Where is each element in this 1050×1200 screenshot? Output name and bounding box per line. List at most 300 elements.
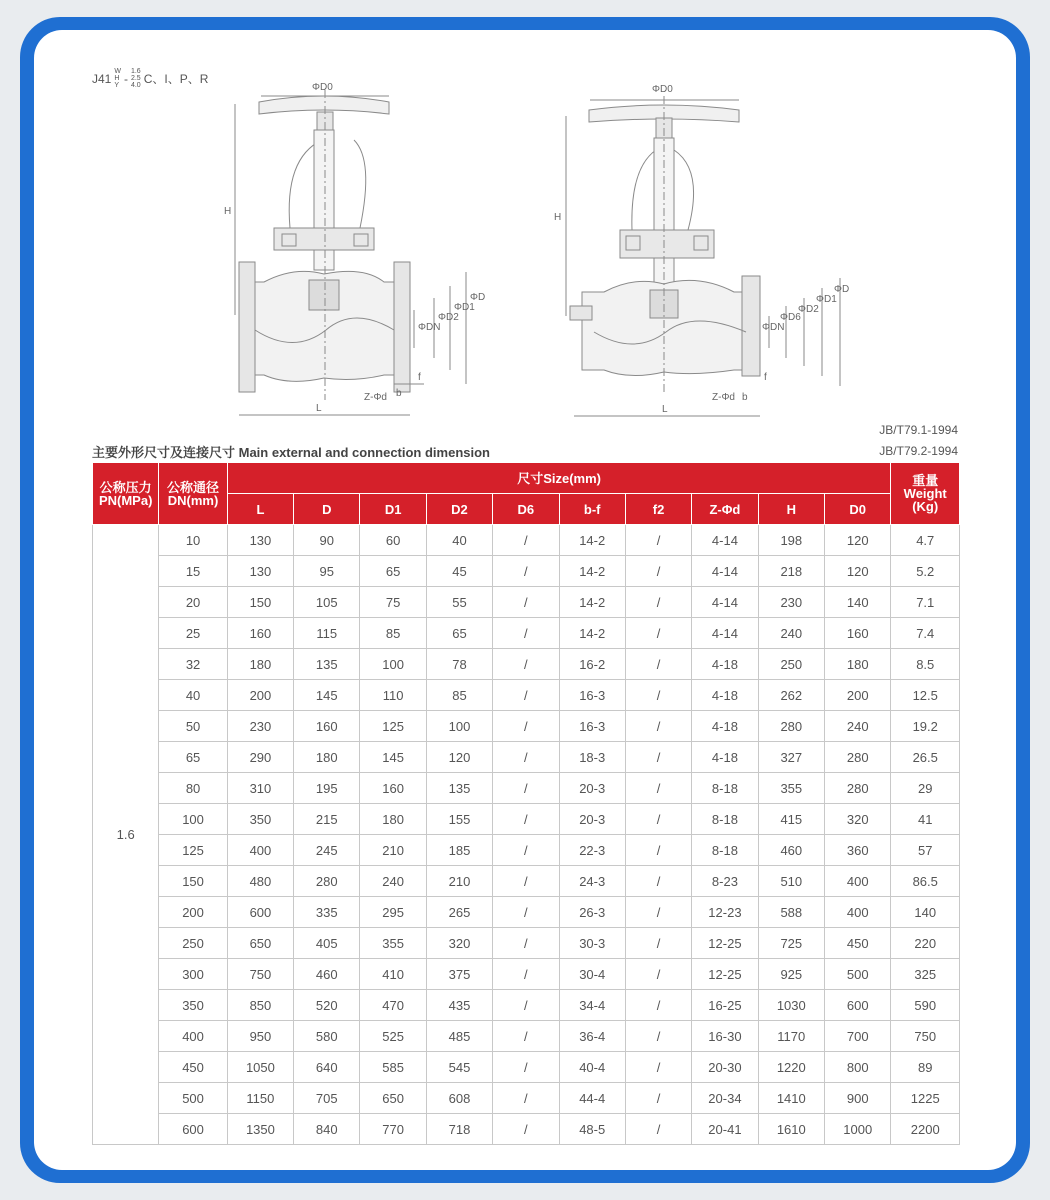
table-cell: 10 [159,525,227,556]
table-cell: 600 [159,1114,227,1145]
table-cell: 520 [294,990,360,1021]
table-row [93,897,960,928]
table-cell: 14-2 [559,618,625,649]
label-f-left: f [418,372,421,383]
table-cell: / [493,897,559,928]
table-cell: 155 [426,804,492,835]
table-cell: 1410 [758,1083,824,1114]
table-cell: 245 [294,835,360,866]
table-row [93,1114,960,1145]
table-row [93,1052,960,1083]
table-cell: 4-18 [692,649,758,680]
table-cell: 4-14 [692,556,758,587]
table-cell: 14-2 [559,525,625,556]
table-cell: 120 [824,525,890,556]
table-cell: 20 [159,587,227,618]
table-cell: 65 [426,618,492,649]
table-cell: 500 [824,959,890,990]
table-cell: 8-23 [692,866,758,897]
valve-drawings [34,30,1016,450]
table-cell: 40 [426,525,492,556]
model-letters: W H Y [114,68,121,89]
table-cell: 350 [159,990,227,1021]
table-cell: 85 [426,680,492,711]
table-cell: / [625,618,691,649]
table-cell: 950 [227,1021,293,1052]
table-cell: 24-3 [559,866,625,897]
table-row [93,525,960,556]
table-cell: 800 [824,1052,890,1083]
table-cell: 12-23 [692,897,758,928]
table-cell: 20-3 [559,804,625,835]
table-cell: / [493,990,559,1021]
table-cell: 360 [824,835,890,866]
table-cell: 89 [891,1052,960,1083]
table-cell: 585 [360,1052,426,1083]
table-cell: 26.5 [891,742,960,773]
table-row [93,587,960,618]
table-cell: 8.5 [891,649,960,680]
label-d-left: ΦD [470,292,486,303]
table-cell: 160 [294,711,360,742]
table-cell: 125 [360,711,426,742]
table-cell: 48-5 [559,1114,625,1145]
table-cell: 450 [824,928,890,959]
table-cell: 280 [824,773,890,804]
table-cell: / [493,835,559,866]
table-cell: 130 [227,556,293,587]
table-cell: 480 [227,866,293,897]
table-cell: 18-3 [559,742,625,773]
table-cell: 510 [758,866,824,897]
valve-drawing-right [566,96,840,416]
table-cell: 230 [227,711,293,742]
table-cell: 195 [294,773,360,804]
table-cell: / [493,1052,559,1083]
table-cell: 19.2 [891,711,960,742]
table-cell: 20-34 [692,1083,758,1114]
table-cell: / [625,897,691,928]
table-cell: / [625,804,691,835]
table-cell: 55 [426,587,492,618]
label-d1-right: ΦD1 [816,294,837,305]
table-row [93,1021,960,1052]
table-row [93,680,960,711]
table-cell: 8-18 [692,804,758,835]
table-cell: 16-30 [692,1021,758,1052]
dimension-table-wrap [92,462,960,1145]
table-title: 主要外形尺寸及连接尺寸 Main external and connection dimension [92,445,490,460]
table-cell: 290 [227,742,293,773]
table-cell: 650 [360,1083,426,1114]
label-h-left: H [224,206,232,217]
table-cell: 20-41 [692,1114,758,1145]
table-cell: 355 [360,928,426,959]
valve-drawing-left [235,90,466,415]
table-cell: / [625,742,691,773]
label-b-left: b [396,388,402,399]
label-dn-right: ΦDN [762,322,785,333]
table-cell: 718 [426,1114,492,1145]
table-cell: 57 [891,835,960,866]
table-cell: 590 [891,990,960,1021]
table-cell: 525 [360,1021,426,1052]
table-cell: / [493,928,559,959]
table-cell: / [625,680,691,711]
table-cell: 840 [294,1114,360,1145]
table-cell: 30-3 [559,928,625,959]
pn-cell: 1.6 [93,525,159,1145]
table-cell: 180 [824,649,890,680]
table-cell: / [625,649,691,680]
table-cell: 20-3 [559,773,625,804]
label-d6-right: ΦD6 [780,312,801,323]
table-cell: 400 [824,866,890,897]
table-cell: 410 [360,959,426,990]
table-cell: / [493,711,559,742]
table-cell: 16-3 [559,711,625,742]
table-cell: 1150 [227,1083,293,1114]
table-row [93,649,960,680]
table-cell: 650 [227,928,293,959]
table-cell: 160 [360,773,426,804]
table-cell: 80 [159,773,227,804]
table-cell: 30-4 [559,959,625,990]
table-cell: / [493,959,559,990]
table-cell: 640 [294,1052,360,1083]
table-row [93,866,960,897]
table-cell: 218 [758,556,824,587]
table-cell: 608 [426,1083,492,1114]
table-cell: 100 [360,649,426,680]
table-cell: / [625,525,691,556]
table-cell: 588 [758,897,824,928]
table-cell: 34-4 [559,990,625,1021]
table-cell: / [625,990,691,1021]
table-cell: 295 [360,897,426,928]
table-cell: 160 [824,618,890,649]
table-cell: / [625,587,691,618]
table-cell: / [493,742,559,773]
table-cell: 327 [758,742,824,773]
header-size: 尺寸Size(mm) [227,463,891,494]
table-cell: 7.1 [891,587,960,618]
table-cell: 12.5 [891,680,960,711]
table-cell: 415 [758,804,824,835]
table-cell: 8-18 [692,773,758,804]
label-h-right: H [554,212,562,223]
label-zd-left: Z-Φd [364,392,387,403]
table-cell: 16-2 [559,649,625,680]
table-cell: 4-14 [692,587,758,618]
table-cell: 200 [159,897,227,928]
table-cell: 180 [294,742,360,773]
table-cell: 925 [758,959,824,990]
table-row [93,1083,960,1114]
table-cell: 280 [294,866,360,897]
table-row [93,773,960,804]
table-cell: 200 [824,680,890,711]
table-cell: 770 [360,1114,426,1145]
table-cell: / [493,1021,559,1052]
header-pn: 公称压力 PN(MPa) [93,463,159,525]
table-cell: 400 [227,835,293,866]
standard-1: JB/T79.1-1994 [879,423,958,437]
table-cell: / [493,587,559,618]
table-cell: 8-18 [692,835,758,866]
table-row [93,959,960,990]
table-cell: / [625,928,691,959]
table-cell: 485 [426,1021,492,1052]
table-cell: 60 [360,525,426,556]
table-cell: 85 [360,618,426,649]
table-cell: 450 [159,1052,227,1083]
table-cell: / [493,773,559,804]
table-cell: 405 [294,928,360,959]
table-cell: 75 [360,587,426,618]
table-cell: 210 [426,866,492,897]
table-cell: 1050 [227,1052,293,1083]
table-cell: 500 [159,1083,227,1114]
table-cell: 160 [227,618,293,649]
table-cell: 320 [426,928,492,959]
table-cell: 140 [891,897,960,928]
table-cell: 25 [159,618,227,649]
table-row [93,742,960,773]
table-cell: 355 [758,773,824,804]
table-cell: 12-25 [692,959,758,990]
table-cell: 110 [360,680,426,711]
table-cell: 15 [159,556,227,587]
table-cell: 240 [824,711,890,742]
header-col: b-f [559,494,625,525]
table-cell: 1030 [758,990,824,1021]
table-cell: 300 [159,959,227,990]
model-suffix: C、I、P、R [143,72,209,86]
model-pressures: 1.6 2.5 4.0 [130,68,141,89]
table-cell: / [625,1083,691,1114]
table-cell: 41 [891,804,960,835]
table-cell: 4.7 [891,525,960,556]
table-cell: 130 [227,525,293,556]
dimension-table [92,462,960,1145]
label-d1-left: ΦD1 [454,302,475,313]
table-cell: 4-18 [692,711,758,742]
table-cell: 36-4 [559,1021,625,1052]
table-cell: / [493,618,559,649]
table-cell: / [625,773,691,804]
table-cell: 135 [426,773,492,804]
table-cell: 262 [758,680,824,711]
table-cell: / [493,1083,559,1114]
label-dn-left: ΦDN [418,322,441,333]
table-cell: 320 [824,804,890,835]
table-cell: 100 [159,804,227,835]
table-cell: 20-30 [692,1052,758,1083]
table-cell: / [625,1114,691,1145]
table-cell: 325 [891,959,960,990]
header-weight: 重量 Weight (Kg) [891,463,960,525]
table-cell: / [625,959,691,990]
table-cell: / [493,525,559,556]
table-cell: 86.5 [891,866,960,897]
table-cell: 145 [294,680,360,711]
header-col: D6 [493,494,559,525]
table-cell: / [493,680,559,711]
table-cell: 1170 [758,1021,824,1052]
table-cell: 460 [294,959,360,990]
table-cell: 850 [227,990,293,1021]
table-cell: 600 [824,990,890,1021]
header-col: H [758,494,824,525]
table-cell: 240 [360,866,426,897]
table-cell: 150 [227,587,293,618]
table-cell: 750 [227,959,293,990]
table-cell: 280 [824,742,890,773]
table-cell: / [493,804,559,835]
table-cell: 470 [360,990,426,1021]
header-col: L [227,494,293,525]
table-cell: 7.4 [891,618,960,649]
header-col: D2 [426,494,492,525]
table-cell: 100 [426,711,492,742]
label-l-left: L [316,403,322,414]
table-cell: / [625,1021,691,1052]
table-cell: 120 [824,556,890,587]
table-cell: 16-25 [692,990,758,1021]
table-cell: 90 [294,525,360,556]
table-cell: 580 [294,1021,360,1052]
table-cell: 215 [294,804,360,835]
table-cell: 700 [824,1021,890,1052]
table-cell: 65 [360,556,426,587]
header-col: f2 [625,494,691,525]
label-d2-right: ΦD2 [798,304,819,315]
table-row [93,928,960,959]
table-cell: 250 [758,649,824,680]
table-cell: 180 [360,804,426,835]
table-cell: 45 [426,556,492,587]
table-cell: 4-18 [692,742,758,773]
table-cell: 32 [159,649,227,680]
table-cell: 460 [758,835,824,866]
table-row [93,835,960,866]
table-cell: 78 [426,649,492,680]
table-cell: 2200 [891,1114,960,1145]
table-cell: 400 [824,897,890,928]
table-cell: 750 [891,1021,960,1052]
table-cell: / [625,866,691,897]
table-cell: 600 [227,897,293,928]
table-cell: 310 [227,773,293,804]
header-col: D1 [360,494,426,525]
table-cell: 105 [294,587,360,618]
label-b-right: b [742,392,748,403]
table-cell: 150 [159,866,227,897]
content-card [34,30,1016,1170]
table-cell: 230 [758,587,824,618]
label-d0-right: ΦD0 [652,84,673,95]
table-cell: 4-18 [692,680,758,711]
label-zd-right: Z-Φd [712,392,735,403]
standard-2: JB/T79.2-1994 [879,444,958,458]
table-cell: 400 [159,1021,227,1052]
table-cell: / [493,556,559,587]
table-row [93,556,960,587]
table-cell: 40-4 [559,1052,625,1083]
table-cell: 198 [758,525,824,556]
table-cell: 180 [227,649,293,680]
table-cell: 125 [159,835,227,866]
table-cell: 95 [294,556,360,587]
table-cell: 4-14 [692,618,758,649]
header-dn: 公称通径 DN(mm) [159,463,227,525]
table-cell: 5.2 [891,556,960,587]
table-cell: 120 [426,742,492,773]
table-cell: 1225 [891,1083,960,1114]
header-col: D0 [824,494,890,525]
table-cell: 350 [227,804,293,835]
table-cell: / [625,556,691,587]
table-cell: 240 [758,618,824,649]
table-cell: 265 [426,897,492,928]
table-cell: 65 [159,742,227,773]
table-cell: 1220 [758,1052,824,1083]
table-cell: 200 [227,680,293,711]
table-cell: 900 [824,1083,890,1114]
table-cell: / [493,866,559,897]
table-cell: 725 [758,928,824,959]
table-cell: / [625,1052,691,1083]
table-cell: 545 [426,1052,492,1083]
table-cell: 16-3 [559,680,625,711]
table-cell: 250 [159,928,227,959]
table-cell: 375 [426,959,492,990]
label-d2-left: ΦD2 [438,312,459,323]
label-d0-left: ΦD0 [312,82,333,93]
table-cell: / [625,711,691,742]
label-f-right: f [764,372,767,383]
model-code: J41 W H Y - 1.6 2.5 4.0 C、I、P、R [92,68,209,89]
table-row [93,804,960,835]
header-col: D [294,494,360,525]
table-cell: 22-3 [559,835,625,866]
table-cell: 210 [360,835,426,866]
table-cell: 12-25 [692,928,758,959]
table-cell: 1000 [824,1114,890,1145]
table-cell: 40 [159,680,227,711]
table-cell: 14-2 [559,587,625,618]
table-row [93,990,960,1021]
table-cell: 185 [426,835,492,866]
table-cell: 1350 [227,1114,293,1145]
table-cell: 1610 [758,1114,824,1145]
table-cell: / [625,835,691,866]
table-row [93,618,960,649]
table-cell: 135 [294,649,360,680]
table-cell: 220 [891,928,960,959]
table-cell: 29 [891,773,960,804]
table-cell: 705 [294,1083,360,1114]
table-cell: / [493,1114,559,1145]
table-cell: 26-3 [559,897,625,928]
table-cell: 435 [426,990,492,1021]
table-cell: / [493,649,559,680]
table-cell: 140 [824,587,890,618]
table-cell: 280 [758,711,824,742]
header-col: Z-Φd [692,494,758,525]
label-l-right: L [662,404,668,415]
